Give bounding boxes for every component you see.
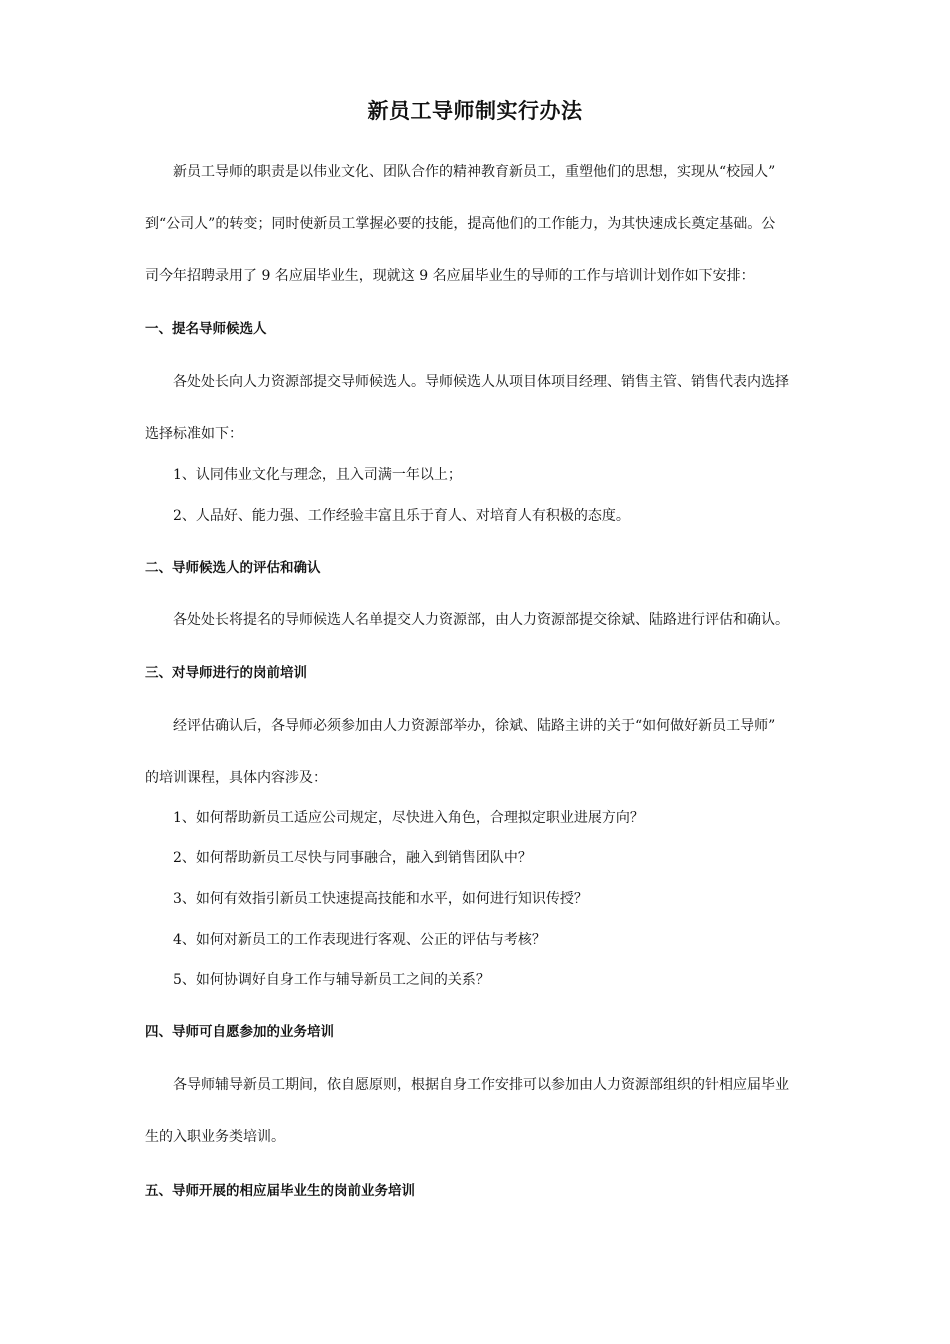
section-3-list-item: 5、如何协调好自身工作与辅导新员工之间的关系？ [173, 972, 490, 988]
section-1-paragraph-line-1: 各处处长向人力资源部提交导师候选人。导师候选人从项目体项目经理、销售主管、销售代表内选择 [173, 374, 789, 390]
section-heading-1: 一、提名导师候选人 [145, 321, 267, 337]
document-title: 新员工导师制实行办法 [367, 98, 583, 123]
section-heading-2: 二、导师候选人的评估和确认 [145, 560, 321, 576]
section-3-list-item: 2、如何帮助新员工尽快与同事融合，融入到销售团队中？ [173, 850, 532, 866]
section-heading-3: 三、对导师进行的岗前培训 [145, 665, 307, 681]
section-3-paragraph-line-2: 的培训课程，具体内容涉及： [145, 770, 327, 786]
section-1-list-item: 1、认同伟业文化与理念，且入司满一年以上； [173, 467, 462, 483]
section-heading-5: 五、导师开展的相应届毕业生的岗前业务培训 [145, 1183, 415, 1199]
section-3-list-item: 4、如何对新员工的工作表现进行客观、公正的评估与考核？ [173, 932, 546, 948]
intro-line-1: 新员工导师的职责是以伟业文化、团队合作的精神教育新员工，重塑他们的思想，实现从“校园人” [173, 164, 776, 180]
section-1-list-item: 2、人品好、能力强、工作经验丰富且乐于育人、对培育人有积极的态度。 [173, 508, 630, 524]
intro-line-3: 司今年招聘录用了 9 名应届毕业生，现就这 9 名应届毕业生的导师的工作与培训计划作如下安排： [145, 268, 755, 284]
section-2-paragraph-line-1: 各处处长将提名的导师候选人名单提交人力资源部，由人力资源部提交徐斌、陆路进行评估和确认。 [173, 612, 789, 628]
section-3-list-item: 3、如何有效指引新员工快速提高技能和水平，如何进行知识传授？ [173, 891, 588, 907]
section-1-paragraph-line-2: 选择标准如下： [145, 426, 243, 442]
intro-line-2: 到“公司人”的转变；同时使新员工掌握必要的技能，提高他们的工作能力，为其快速成长奠定基础。公 [145, 216, 776, 232]
section-3-paragraph-line-1: 经评估确认后，各导师必须参加由人力资源部举办，徐斌、陆路主讲的关于“如何做好新员工导师” [173, 718, 776, 734]
section-heading-4: 四、导师可自愿参加的业务培训 [145, 1024, 334, 1040]
section-4-paragraph-line-2: 生的入职业务类培训。 [145, 1129, 285, 1145]
section-4-paragraph-line-1: 各导师辅导新员工期间，依自愿原则，根据自身工作安排可以参加由人力资源部组织的针相应届毕业 [173, 1077, 789, 1093]
section-3-list-item: 1、如何帮助新员工适应公司规定，尽快进入角色，合理拟定职业进展方向？ [173, 810, 644, 826]
